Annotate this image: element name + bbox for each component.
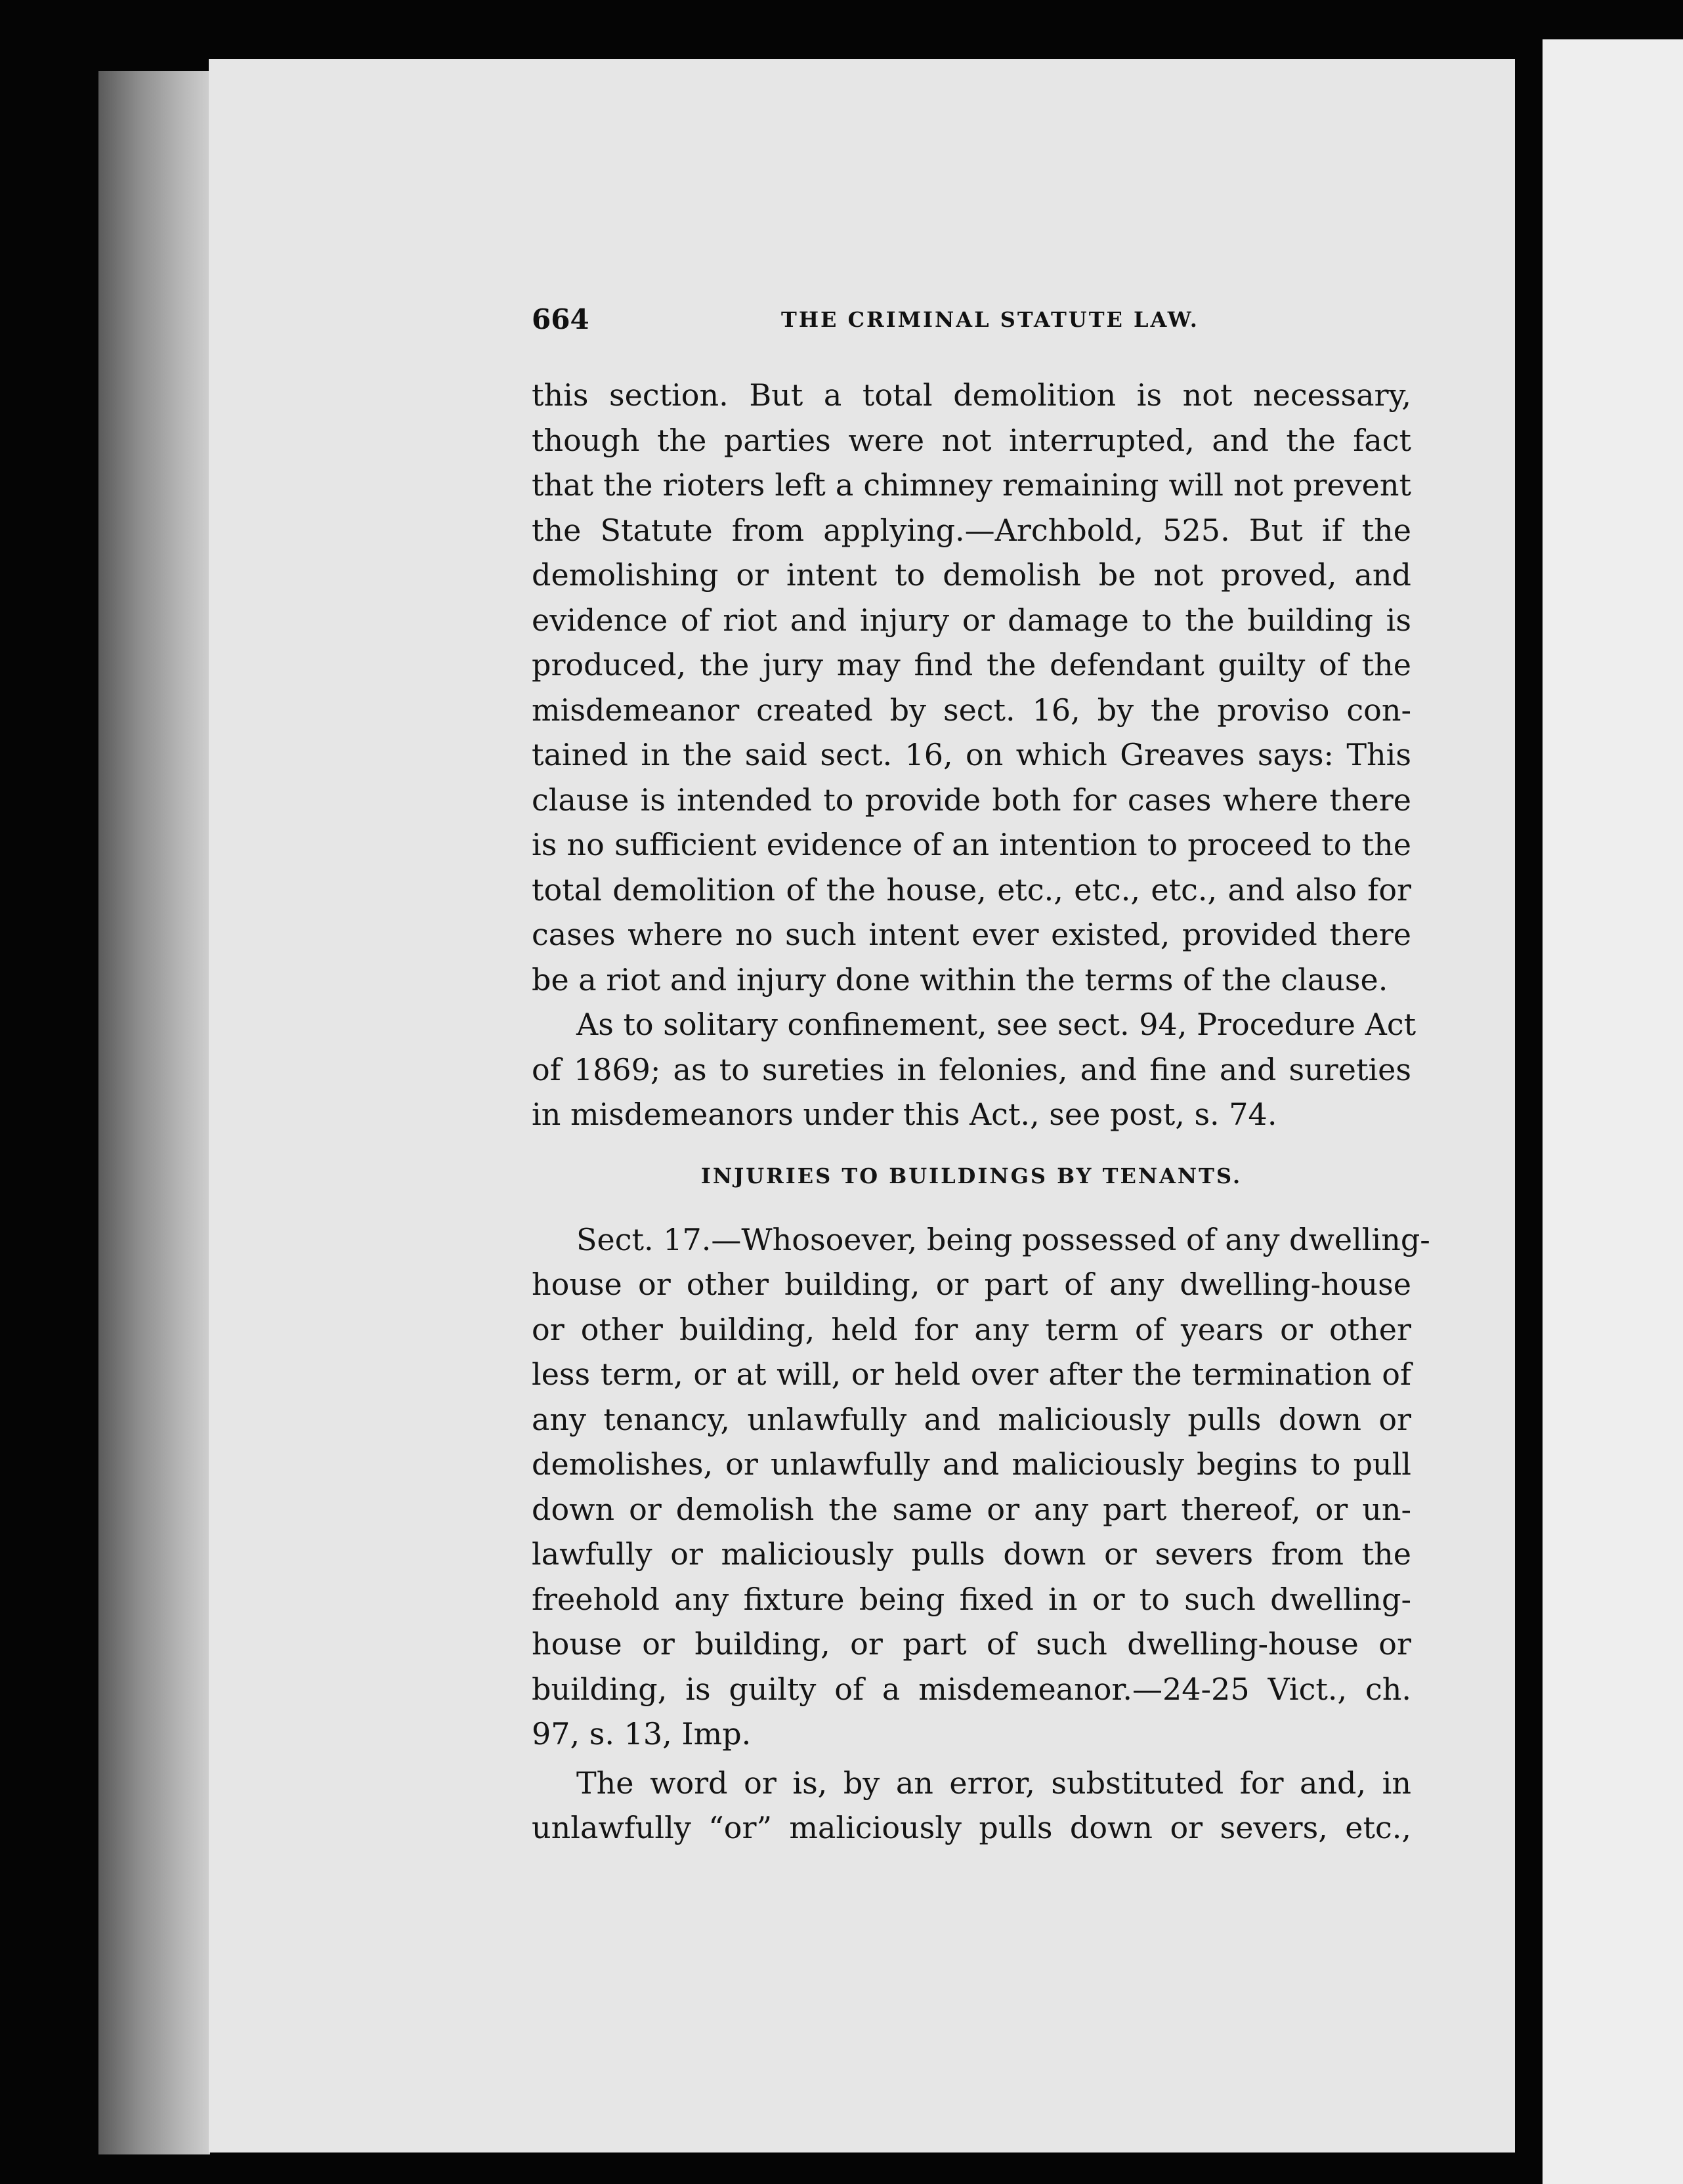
- text-line: unlawfully “or” maliciously pulls down or severs, etc.,: [532, 1810, 1411, 1845]
- text-line: total demolition of the house, etc., etc., etc., and also for: [532, 872, 1411, 908]
- text-line: misdemeanor created by sect. 16, by the proviso con-: [532, 692, 1411, 728]
- text-line: of 1869; as to sureties in felonies, and fine and sureties: [532, 1051, 1411, 1087]
- book-spine-shadow: [98, 71, 210, 2154]
- text-line: freehold any fixture being fixed in or to such dwelling-: [532, 1581, 1411, 1617]
- text-line: less term, or at will, or held over after the termination of: [532, 1356, 1411, 1392]
- paragraph-4: [532, 1761, 1411, 1851]
- text-line: Sect. 17.—Whosoever, being possessed of any dwelling-: [576, 1221, 1430, 1257]
- text-line: in misdemeanors under this Act., see post, s. 74.: [532, 1097, 1277, 1132]
- text-line: though the parties were not interrupted, and the fact: [532, 422, 1411, 458]
- text-line: that the rioters left a chimney remaining will not prevent: [532, 467, 1411, 503]
- text-line: demolishing or intent to demolish be not proved, and: [532, 557, 1411, 593]
- text-line: 97, s. 13, Imp.: [532, 1716, 752, 1752]
- text-line: The word or is, by an error, substituted for and, in: [576, 1765, 1411, 1801]
- text-line: house or building, or part of such dwelling-house or: [532, 1626, 1411, 1662]
- paragraph-1: [532, 373, 1411, 1002]
- text-line: down or demolish the same or any part thereof, or un-: [532, 1491, 1411, 1527]
- adjacent-page-edge: [1543, 39, 1683, 2184]
- text-line: be a riot and injury done within the terms of the clause.: [532, 961, 1388, 998]
- running-title: THE CRIMINAL STATUTE LAW.: [781, 307, 1199, 332]
- text-line: tained in the said sect. 16, on which Greaves says: This: [532, 737, 1411, 772]
- text-line: or other building, held for any term of years or other: [532, 1311, 1411, 1347]
- text-line: house or other building, or part of any dwelling-house: [532, 1267, 1411, 1302]
- paragraph-2: [532, 1002, 1417, 1137]
- text-line: clause is intended to provide both for cases where there: [532, 782, 1411, 818]
- page-number: 664: [532, 303, 589, 335]
- paragraph-3: [532, 1217, 1430, 1757]
- text-line: cases where no such intent ever existed, provided there: [532, 917, 1411, 952]
- text-line: is no sufficient evidence of an intention to proceed to the: [532, 827, 1411, 862]
- text-line: lawfully or maliciously pulls down or severs from the: [532, 1536, 1411, 1572]
- text-line: this section. But a total demolition is not necessary,: [532, 377, 1411, 413]
- text-line: any tenancy, unlawfully and maliciously pulls down or: [532, 1401, 1411, 1437]
- page-header: [532, 303, 1405, 349]
- text-line: building, is guilty of a misdemeanor.—24-25 Vict., ch.: [532, 1671, 1411, 1707]
- text-line: As to solitary confinement, see sect. 94, Procedure Act: [576, 1007, 1417, 1042]
- body-text: [532, 373, 1430, 1851]
- text-line: produced, the jury may find the defendant guilty of the: [532, 647, 1411, 682]
- text-line: the Statute from applying.—Archbold, 525. But if the: [532, 512, 1411, 548]
- text-line: demolishes, or unlawfully and maliciously begins to pull: [532, 1446, 1411, 1482]
- section-heading: INJURIES TO BUILDINGS BY TENANTS.: [700, 1163, 1243, 1188]
- text-line: evidence of riot and injury or damage to the building is: [532, 602, 1411, 638]
